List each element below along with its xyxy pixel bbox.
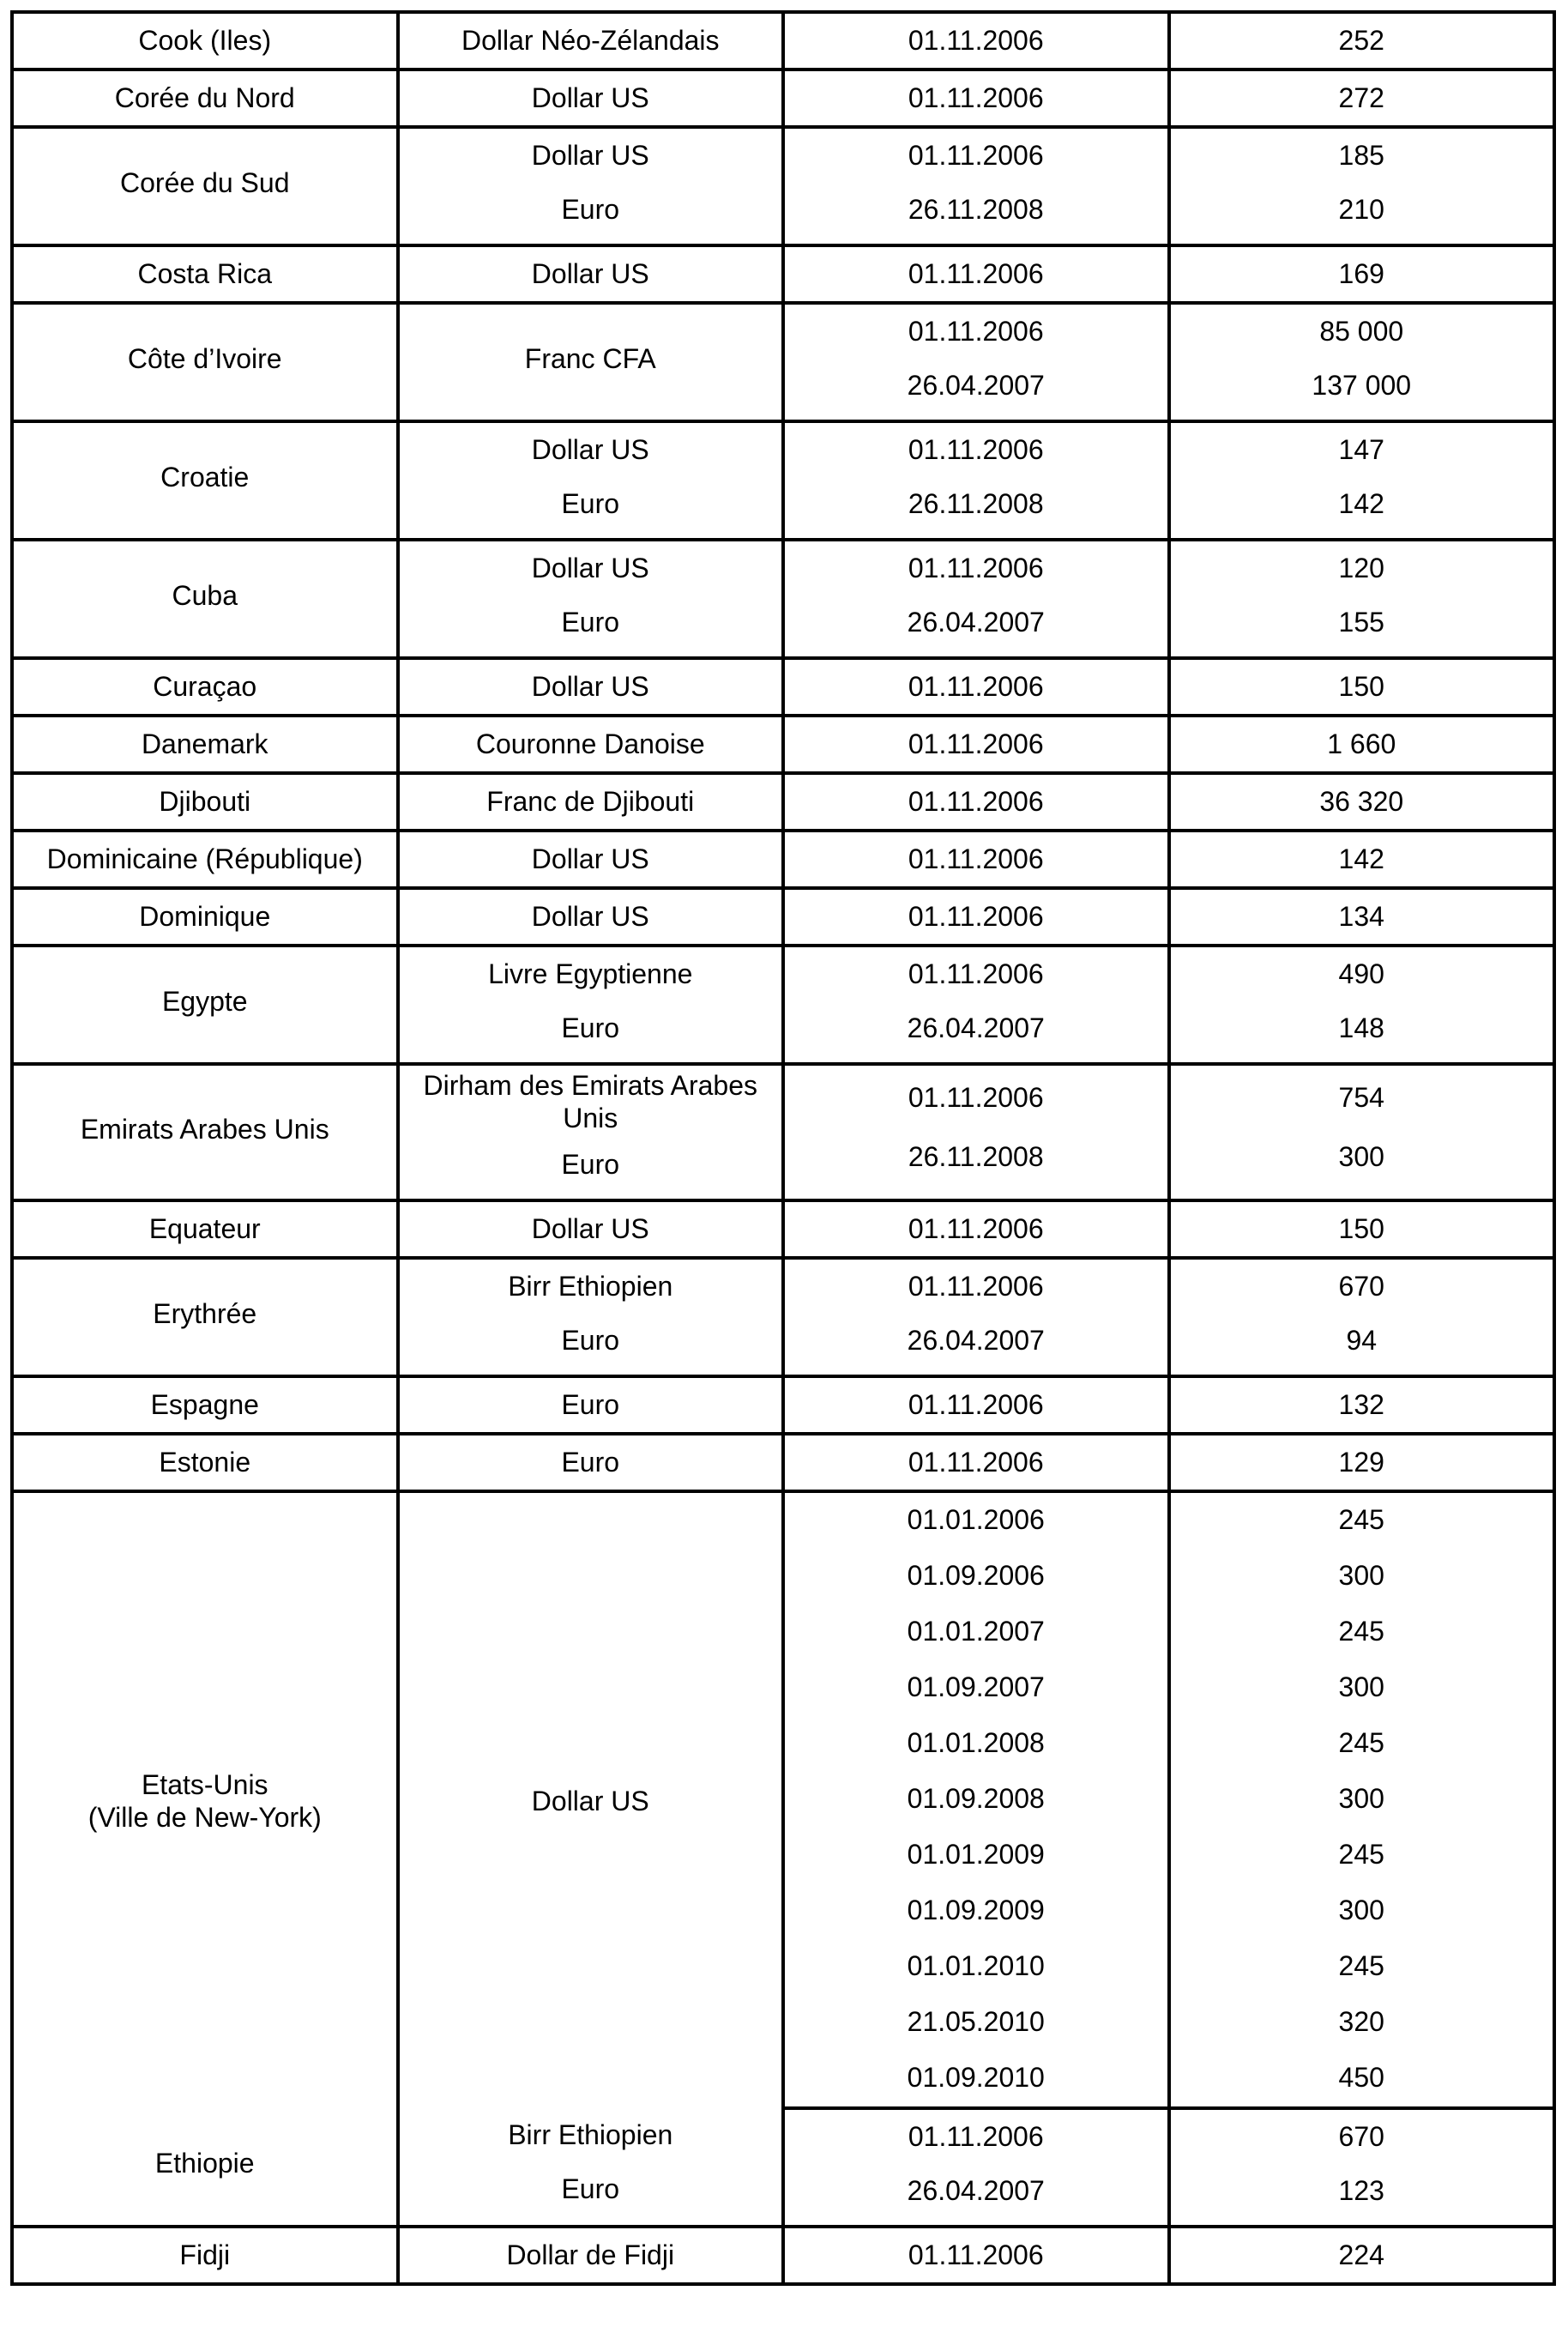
date-value: 01.09.2010	[907, 2062, 1045, 2093]
cell-country	[12, 773, 398, 831]
rates-table-body	[12, 12, 1554, 2284]
table-row	[12, 946, 1554, 1064]
cell-country	[12, 1258, 398, 1376]
country-name: Costa Rica	[137, 258, 272, 289]
table-row	[12, 1376, 1554, 1434]
cell-amount	[1169, 773, 1555, 831]
amount-value: 224	[1338, 2239, 1384, 2270]
country-name: Etats-Unis	[141, 1768, 268, 1800]
cell-currency	[398, 245, 784, 303]
currency-name: Euro	[561, 607, 620, 638]
cell-amount	[1169, 1995, 1555, 2051]
amount-value: 94	[1346, 1325, 1378, 1356]
cell-currency	[398, 1491, 784, 2108]
date-value: 01.11.2006	[908, 671, 1044, 702]
currency-name: Euro	[561, 1389, 620, 1420]
cell-date	[783, 888, 1169, 946]
cell-currency	[398, 303, 784, 421]
cell-amount	[1169, 1491, 1555, 1549]
amount-value: 147	[1338, 434, 1384, 465]
cell-country	[12, 1200, 398, 1258]
currency-name: Birr Ethiopien	[508, 2119, 673, 2150]
country-name: Equateur	[148, 1213, 261, 1244]
cell-date	[783, 1995, 1169, 2051]
date-value: 26.04.2007	[907, 2175, 1045, 2206]
cell-date	[783, 12, 1169, 70]
cell-date	[783, 1549, 1169, 1605]
currency-name: Dollar US	[531, 901, 649, 932]
cell-country	[12, 1376, 398, 1434]
cell-currency	[398, 421, 784, 540]
cell-amount	[1169, 1605, 1555, 1660]
cell-amount	[1169, 1883, 1555, 1939]
cell-country	[12, 421, 398, 540]
date-value: 01.11.2006	[908, 901, 1044, 932]
date-value: 01.11.2006	[908, 843, 1044, 874]
cell-country	[12, 888, 398, 946]
country-name: Corée du Sud	[120, 167, 290, 198]
cell-date	[783, 2227, 1169, 2284]
cell-currency	[398, 540, 784, 658]
amount-value: 148	[1338, 1012, 1384, 1043]
table-row	[12, 831, 1554, 888]
cell-date	[783, 1258, 1169, 1376]
date-value: 01.11.2006	[908, 958, 1044, 989]
currency-name: Franc CFA	[524, 343, 656, 374]
date-value: 01.11.2006	[908, 140, 1044, 171]
amount-value: 169	[1338, 258, 1384, 289]
date-value: 01.11.2006	[908, 2121, 1044, 2152]
cell-currency	[398, 12, 784, 70]
cell-amount	[1169, 2051, 1555, 2108]
currency-name: Dollar US	[531, 1213, 649, 1244]
currency-name: Dollar US	[531, 553, 649, 583]
cell-amount	[1169, 888, 1555, 946]
cell-currency	[398, 773, 784, 831]
amount-value: 134	[1338, 901, 1384, 932]
date-value: 01.11.2006	[908, 1213, 1044, 1244]
date-value: 01.09.2008	[907, 1783, 1045, 1814]
cell-date	[783, 1064, 1169, 1200]
cell-date	[783, 2051, 1169, 2108]
cell-amount	[1169, 70, 1555, 127]
date-value: 01.11.2006	[908, 82, 1044, 113]
cell-amount	[1169, 245, 1555, 303]
country-name: Dominique	[139, 901, 271, 932]
amount-value: 142	[1338, 488, 1384, 519]
currency-name: Euro	[561, 1447, 620, 1478]
cell-currency	[398, 888, 784, 946]
table-row	[12, 716, 1554, 773]
cell-currency	[398, 658, 784, 716]
currency-name: Dollar de Fidji	[506, 2239, 675, 2270]
date-value: 01.01.2007	[907, 1616, 1045, 1647]
cell-date	[783, 1716, 1169, 1772]
country-name: Dominicaine (République)	[46, 843, 363, 874]
amount-value: 150	[1338, 671, 1384, 702]
cell-country	[12, 2108, 398, 2227]
cell-currency	[398, 2108, 784, 2227]
table-row	[12, 1064, 1554, 1200]
cell-amount	[1169, 1939, 1555, 1995]
date-value: 01.11.2006	[908, 434, 1044, 465]
amount-value: 245	[1338, 1727, 1384, 1758]
cell-amount	[1169, 421, 1555, 540]
amount-value: 85 000	[1319, 316, 1404, 347]
country-name: Danemark	[141, 728, 268, 759]
amount-value: 129	[1338, 1447, 1384, 1478]
cell-date	[783, 1660, 1169, 1716]
amount-value: 670	[1338, 1271, 1384, 1302]
cell-country	[12, 658, 398, 716]
date-value: 26.04.2007	[907, 607, 1045, 638]
table-row	[12, 12, 1554, 70]
table-row	[12, 303, 1554, 421]
amount-value: 300	[1338, 1895, 1384, 1925]
amount-value: 300	[1338, 1141, 1384, 1172]
cell-amount	[1169, 1828, 1555, 1883]
cell-country	[12, 716, 398, 773]
table-row	[12, 245, 1554, 303]
amount-value: 155	[1338, 607, 1384, 638]
cell-amount	[1169, 1200, 1555, 1258]
cell-date	[783, 1939, 1169, 1995]
amount-value: 300	[1338, 1783, 1384, 1814]
currency-name: Franc de Djibouti	[486, 786, 695, 817]
amount-value: 150	[1338, 1213, 1384, 1244]
date-value: 01.11.2006	[908, 1082, 1044, 1113]
amount-value: 300	[1338, 1560, 1384, 1591]
cell-country	[12, 946, 398, 1064]
date-value: 01.09.2007	[907, 1671, 1045, 1702]
cell-date	[783, 1491, 1169, 1549]
date-value: 01.09.2009	[907, 1895, 1045, 1925]
date-value: 01.11.2006	[908, 258, 1044, 289]
table-row	[12, 1200, 1554, 1258]
date-value: 26.04.2007	[907, 1012, 1045, 1043]
cell-country	[12, 127, 398, 245]
table-row	[12, 70, 1554, 127]
cell-amount	[1169, 1434, 1555, 1491]
amount-value: 670	[1338, 2121, 1384, 2152]
cell-country	[12, 540, 398, 658]
country-name: Emirats Arabes Unis	[80, 1113, 329, 1145]
date-value: 01.11.2006	[908, 553, 1044, 583]
country-name: Estonie	[159, 1447, 251, 1478]
date-value: 01.11.2006	[908, 728, 1044, 759]
cell-country	[12, 303, 398, 421]
amount-value: 132	[1338, 1389, 1384, 1420]
country-name: Croatie	[160, 462, 250, 493]
date-value: 01.11.2006	[908, 316, 1044, 347]
cell-date	[783, 1883, 1169, 1939]
cell-currency	[398, 1200, 784, 1258]
cell-date	[783, 831, 1169, 888]
country-name: Cook (Iles)	[138, 25, 272, 56]
country-name: Ethiopie	[154, 2148, 255, 2179]
cell-currency	[398, 831, 784, 888]
currency-name: Birr Ethiopien	[508, 1271, 673, 1302]
date-value: 26.04.2007	[907, 1325, 1045, 1356]
country-name: Espagne	[150, 1389, 259, 1420]
amount-value: 320	[1338, 2006, 1384, 2037]
cell-currency	[398, 1064, 784, 1200]
date-value: 01.01.2008	[907, 1727, 1045, 1758]
currency-name: Dollar US	[531, 140, 649, 171]
cell-amount	[1169, 1549, 1555, 1605]
currency-name: Euro	[561, 1325, 620, 1356]
country-name: Egypte	[161, 986, 248, 1017]
date-value: 01.01.2009	[907, 1839, 1045, 1870]
currency-name: Dollar US	[531, 671, 649, 702]
cell-amount	[1169, 1772, 1555, 1828]
amount-value: 210	[1338, 194, 1384, 225]
country-name: Corée du Nord	[114, 82, 295, 113]
rates-table	[10, 10, 1556, 2286]
cell-amount	[1169, 716, 1555, 773]
cell-date	[783, 1200, 1169, 1258]
cell-date	[783, 1605, 1169, 1660]
country-name: Curaçao	[153, 671, 257, 702]
cell-country	[12, 1434, 398, 1491]
date-value: 01.11.2006	[908, 2239, 1044, 2270]
date-value: 01.01.2006	[907, 1504, 1045, 1535]
currency-name: Couronne Danoise	[475, 728, 705, 759]
date-value: 26.11.2008	[908, 1141, 1044, 1172]
cell-amount	[1169, 540, 1555, 658]
currency-name: Dollar US	[531, 434, 649, 465]
cell-currency	[398, 127, 784, 245]
cell-amount	[1169, 127, 1555, 245]
currency-name: Dollar US	[531, 258, 649, 289]
currency-name: Euro	[561, 1012, 620, 1043]
cell-date	[783, 245, 1169, 303]
date-value: 01.09.2006	[907, 1560, 1045, 1591]
currency-name: Dollar US	[531, 1785, 649, 1816]
date-value: 01.11.2006	[908, 25, 1044, 56]
cell-amount	[1169, 658, 1555, 716]
currency-name: Euro	[561, 194, 620, 225]
amount-value: 123	[1338, 2175, 1384, 2206]
country-name-sub: (Ville de New-York)	[87, 1801, 322, 1833]
cell-currency	[398, 946, 784, 1064]
cell-amount	[1169, 1660, 1555, 1716]
cell-amount	[1169, 2227, 1555, 2284]
currency-name: Dollar Néo-Zélandais	[461, 25, 720, 56]
amount-value: 754	[1338, 1082, 1384, 1113]
cell-amount	[1169, 303, 1555, 421]
cell-date	[783, 303, 1169, 421]
cell-currency	[398, 1258, 784, 1376]
table-row	[12, 888, 1554, 946]
date-value: 01.11.2006	[908, 1271, 1044, 1302]
table-row	[12, 773, 1554, 831]
cell-date	[783, 1828, 1169, 1883]
cell-date	[783, 658, 1169, 716]
amount-value: 120	[1338, 553, 1384, 583]
cell-date	[783, 127, 1169, 245]
currency-name: Euro	[561, 488, 620, 519]
cell-amount	[1169, 1258, 1555, 1376]
date-value: 26.11.2008	[908, 488, 1044, 519]
cell-date	[783, 540, 1169, 658]
cell-date	[783, 716, 1169, 773]
table-row	[12, 658, 1554, 716]
currency-name: Euro	[561, 2173, 620, 2204]
cell-amount	[1169, 831, 1555, 888]
cell-country	[12, 12, 398, 70]
currency-name: Dollar US	[531, 843, 649, 874]
cell-date	[783, 421, 1169, 540]
cell-currency	[398, 716, 784, 773]
cell-currency	[398, 1434, 784, 1491]
country-name: Côte d’Ivoire	[127, 343, 282, 374]
date-value: 01.11.2006	[908, 786, 1044, 817]
amount-value: 490	[1338, 958, 1384, 989]
amount-value: 245	[1338, 1504, 1384, 1535]
table-row	[12, 127, 1554, 245]
currency-name: Livre Egyptienne	[488, 958, 693, 989]
country-name: Djibouti	[159, 786, 251, 817]
cell-currency	[398, 1376, 784, 1434]
cell-date	[783, 2108, 1169, 2227]
cell-country	[12, 2227, 398, 2284]
cell-amount	[1169, 1064, 1555, 1200]
date-value: 01.11.2006	[908, 1389, 1044, 1420]
cell-currency	[398, 70, 784, 127]
cell-date	[783, 1376, 1169, 1434]
cell-country	[12, 245, 398, 303]
date-value: 01.11.2006	[908, 1447, 1044, 1478]
cell-country	[12, 70, 398, 127]
amount-value: 272	[1338, 82, 1384, 113]
table-row	[12, 540, 1554, 658]
cell-date	[783, 1434, 1169, 1491]
amount-value: 137 000	[1312, 370, 1412, 401]
currency-name: Euro	[561, 1149, 620, 1180]
cell-currency	[398, 2227, 784, 2284]
amount-value: 142	[1338, 843, 1384, 874]
cell-date	[783, 70, 1169, 127]
date-value: 01.01.2010	[907, 1950, 1045, 1981]
country-name: Fidji	[179, 2239, 231, 2270]
table-row	[12, 1258, 1554, 1376]
cell-country	[12, 1064, 398, 1200]
cell-date	[783, 946, 1169, 1064]
country-name: Erythrée	[153, 1298, 257, 1329]
cell-amount	[1169, 1716, 1555, 1772]
table-row	[12, 2108, 1554, 2227]
country-name: Cuba	[172, 580, 238, 611]
cell-country	[12, 1491, 398, 2108]
amount-value: 300	[1338, 1671, 1384, 1702]
amount-value: 245	[1338, 1616, 1384, 1647]
cell-amount	[1169, 946, 1555, 1064]
amount-value: 450	[1338, 2062, 1384, 2093]
cell-amount	[1169, 2108, 1555, 2227]
currency-name: Dollar US	[531, 82, 649, 113]
amount-value: 36 320	[1319, 786, 1404, 817]
date-value: 21.05.2010	[907, 2006, 1045, 2037]
cell-amount	[1169, 12, 1555, 70]
amount-value: 1 660	[1327, 728, 1396, 759]
amount-value: 245	[1338, 1839, 1384, 1870]
cell-amount	[1169, 1376, 1555, 1434]
amount-value: 185	[1338, 140, 1384, 171]
table-row	[12, 2227, 1554, 2284]
cell-country	[12, 831, 398, 888]
table-row	[12, 1491, 1554, 1549]
currency-name: Dirham des Emirats Arabes Unis	[423, 1070, 757, 1133]
cell-date	[783, 773, 1169, 831]
table-row	[12, 421, 1554, 540]
amount-value: 252	[1338, 25, 1384, 56]
date-value: 26.11.2008	[908, 194, 1044, 225]
table-row	[12, 1434, 1554, 1491]
date-value: 26.04.2007	[907, 370, 1045, 401]
cell-date	[783, 1772, 1169, 1828]
amount-value: 245	[1338, 1950, 1384, 1981]
